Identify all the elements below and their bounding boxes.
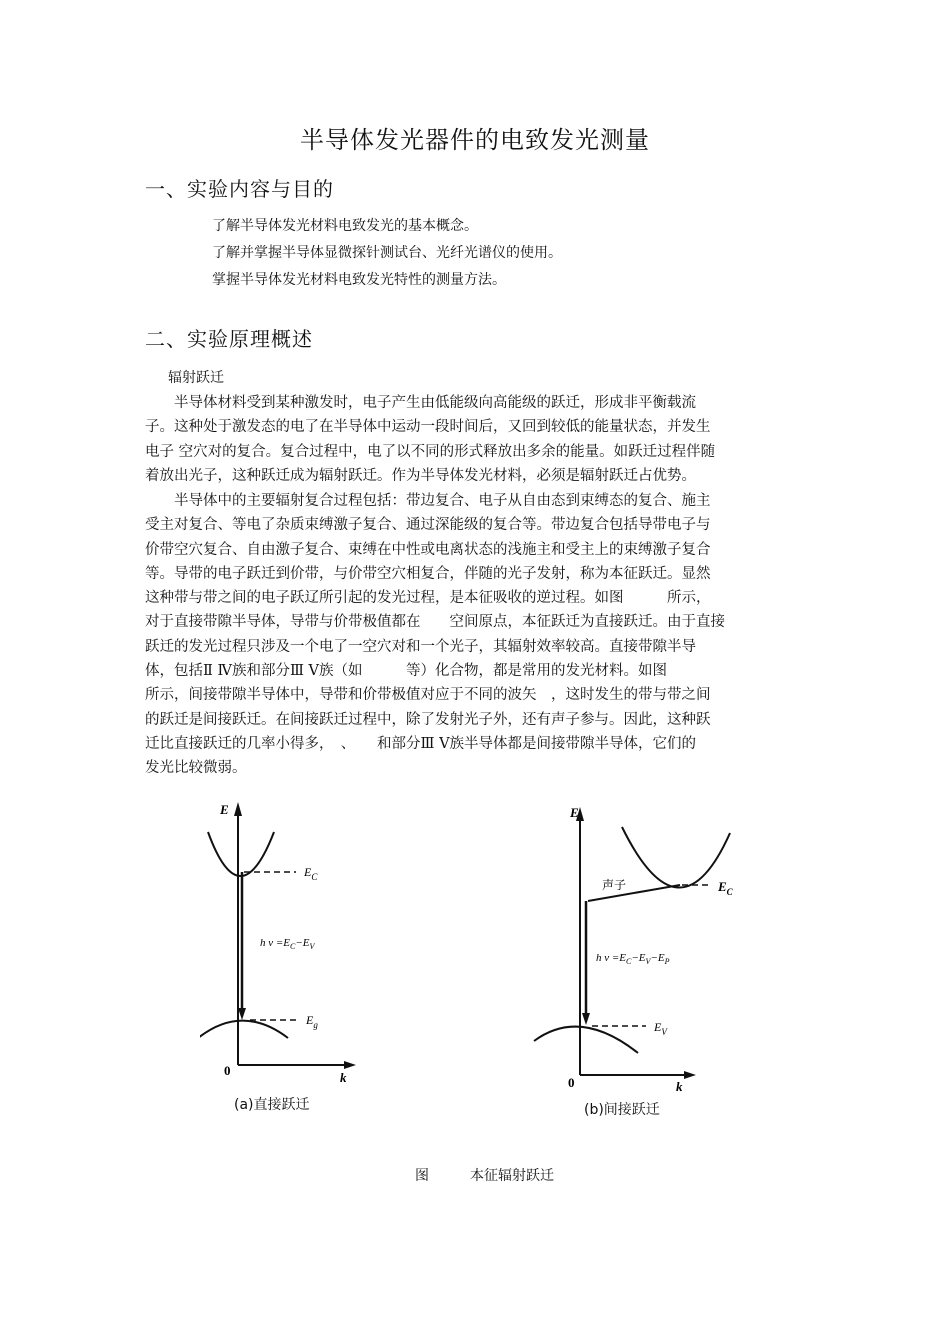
paragraph-line: 半导体中的主要辐射复合过程包括：带边复合、电子从自由态到束缚态的复合、施主: [145, 493, 711, 509]
caption-direct: (a)直接跃迁: [234, 1097, 310, 1113]
paragraph-line: 的跃迁是间接跃迁。在间接跃迁过程中，除了发射光子外，还有声子参与。因此，这种跃: [145, 711, 711, 728]
paragraph-line: 迁比直接跃迁的几率小得多， 、 和部分Ⅲ Ⅴ族半导体都是间接带隙半导体，它们的: [145, 735, 697, 752]
valence-band: [200, 1021, 288, 1045]
section1-heading: 一、实验内容与目的: [145, 177, 334, 201]
goal-item: 了解半导体发光材料电致发光的基本概念。: [212, 218, 478, 234]
goal-item: 了解并掌握半导体显微探针测试台、光纤光谱仪的使用。: [212, 245, 562, 261]
paragraph-line: 体，包括Ⅱ Ⅳ族和部分Ⅲ Ⅴ族（如 等）化合物，都是常用的发光材料。如图: [145, 663, 668, 680]
paragraph-1: [145, 391, 808, 488]
ec-label: $E_C$: [304, 865, 318, 882]
ec-label: $E_C$: [718, 879, 733, 897]
ev-label: $E_V$: [654, 1020, 667, 1037]
subheading-radiative-transition: 辐射跃迁: [168, 370, 224, 386]
transition-formula: h $\nu =E_C-E_V$: [260, 937, 315, 951]
paragraph-line: 所示，间接带隙半导体中，导带和价带极值对应于不同的波矢 ，这时发生的带与带之间: [145, 687, 711, 704]
paragraph-line: 受主对复合、等电了杂质束缚激子复合、通过深能级的复合等。带边复合包括导带电子与: [145, 517, 711, 534]
goal-item: 掌握半导体发光材料电致发光特性的测量方法。: [212, 272, 506, 288]
conduction-band: [622, 827, 730, 888]
origin-label: 0: [224, 1063, 231, 1078]
paragraph-line: 等。导带的电子跃迁到价带，与价带空穴相复合，伴随的光子发射，称为本征跃迁。显然: [145, 565, 711, 582]
paragraph-line: 发光比较微弱。: [145, 760, 247, 777]
phonon-label: 声子: [602, 878, 627, 892]
axis-label-e: E: [570, 805, 579, 820]
figure-caption-label: 图: [415, 1168, 429, 1184]
paragraph-line: 跃迁的发光过程只涉及一个电了一空穴对和一个光子，其辐射效率较高。直接带隙半导: [145, 638, 696, 655]
paragraph-line: 价带空穴复合、自由激子复合、束缚在中性或电离状态的浅施主和受主上的束缚激子复合: [145, 541, 711, 558]
axis-label-k: k: [340, 1070, 347, 1085]
section2-heading: 二、实验原理概述: [145, 327, 313, 351]
conduction-band: [208, 832, 274, 876]
transition-formula: h $\nu =E_C-E_V-E_P$: [596, 952, 670, 966]
paragraph-line: 对于直接带隙半导体，导带与价带极值都在 空间原点，本征跃迁为直接跃迁。由于直接: [145, 614, 725, 631]
paragraph-line: 这种带与带之间的电子跃辽所引起的发光过程，是本征吸收的逆过程。如图 所示，: [145, 590, 711, 607]
paragraph-line: 电子 空穴对的复合。复合过程中，电了以不同的形式释放出多余的能量。如跃迁过程伴随: [145, 443, 716, 460]
eg-label: $E_g$: [306, 1013, 318, 1030]
paragraph-line: 半导体材料受到某种激发时，电子产生由低能级向高能级的跃迁，形成非平衡载流: [145, 395, 696, 411]
paragraph-2: [145, 489, 808, 781]
axis-label-k: k: [676, 1079, 683, 1094]
origin-label: 0: [568, 1075, 575, 1090]
figure-caption-text: 本征辐射跃迁: [470, 1168, 554, 1184]
paragraph-line: 着放出光子，这种跃迁成为辐射跃迁。作为半导体发光材料，必须是辐射跃迁占优势。: [145, 467, 696, 484]
axis-label-e: E: [220, 802, 229, 817]
valence-band: [534, 1027, 638, 1053]
caption-indirect: (b)间接跃迁: [584, 1102, 660, 1118]
band-diagram-direct: [200, 790, 390, 1100]
band-diagram-indirect: [530, 795, 760, 1095]
page-title: 半导体发光器件的电致发光测量: [300, 126, 650, 154]
paragraph-line: 子。这种处于激发态的电了在半导体中运动一段时间后，又回到较低的能量状态，并发生: [145, 419, 711, 436]
